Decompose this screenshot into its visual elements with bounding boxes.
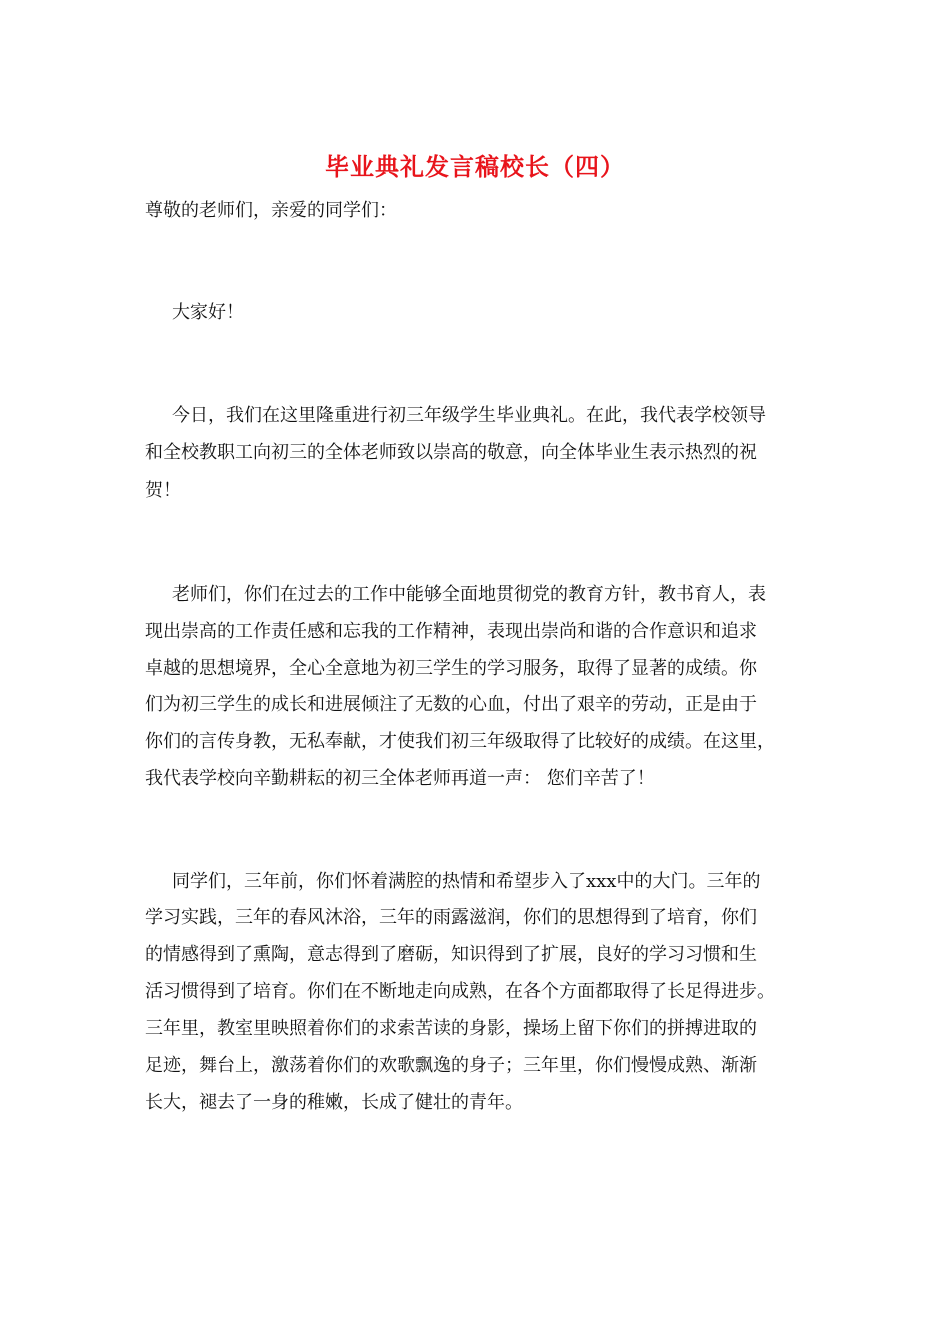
document-title: 毕业典礼发言稿校长（四） xyxy=(325,152,625,181)
paragraph-line: 活习惯得到了培育。你们在不断地走向成熟，在各个方面都取得了长足得进步。 xyxy=(145,981,775,1002)
paragraph-line: 你们的言传身教，无私奉献，才使我们初三年级取得了比较好的成绩。在这里， xyxy=(145,731,775,752)
paragraph-line: 们为初三学生的成长和进展倾注了无数的心血，付出了艰辛的劳动，正是由于 xyxy=(145,694,757,715)
paragraph-line: 今日，我们在这里隆重进行初三年级学生毕业典礼。在此，我代表学校领导 xyxy=(172,405,766,426)
paragraph-line: 现出崇高的工作责任感和忘我的工作精神，表现出崇尚和谐的合作意识和追求 xyxy=(145,621,757,642)
paragraph-line: 的情感得到了熏陶，意志得到了磨砺，知识得到了扩展，良好的学习习惯和生 xyxy=(145,944,757,965)
paragraph-line: 长大，褪去了一身的稚嫩，长成了健壮的青年。 xyxy=(145,1092,523,1113)
paragraph-line: 卓越的思想境界，全心全意地为初三学生的学习服务，取得了显著的成绩。你 xyxy=(145,658,757,679)
paragraph-line: 我代表学校向辛勤耕耘的初三全体老师再道一声： 您们辛苦了！ xyxy=(145,768,655,789)
paragraph-line: 三年里，教室里映照着你们的求索苦读的身影，操场上留下你们的拼搏进取的 xyxy=(145,1018,757,1039)
paragraph-line: 足迹，舞台上，激荡着你们的欢歌飘逸的身子；三年里，你们慢慢成熟、渐渐 xyxy=(145,1055,757,1076)
greeting: 大家好！ xyxy=(172,302,244,323)
paragraph-line: 老师们，你们在过去的工作中能够全面地贯彻党的教育方针，教书育人，表 xyxy=(172,584,766,605)
paragraph-line: 同学们，三年前，你们怀着满腔的热情和希望步入了xxx中的大门。三年的 xyxy=(172,871,761,892)
salutation: 尊敬的老师们，亲爱的同学们： xyxy=(145,200,397,221)
paragraph-line: 学习实践，三年的春风沐浴，三年的雨露滋润，你们的思想得到了培育，你们 xyxy=(145,907,757,928)
paragraph-line: 和全校教职工向初三的全体老师致以崇高的敬意，向全体毕业生表示热烈的祝 xyxy=(145,442,757,463)
paragraph-line: 贺！ xyxy=(145,480,181,501)
